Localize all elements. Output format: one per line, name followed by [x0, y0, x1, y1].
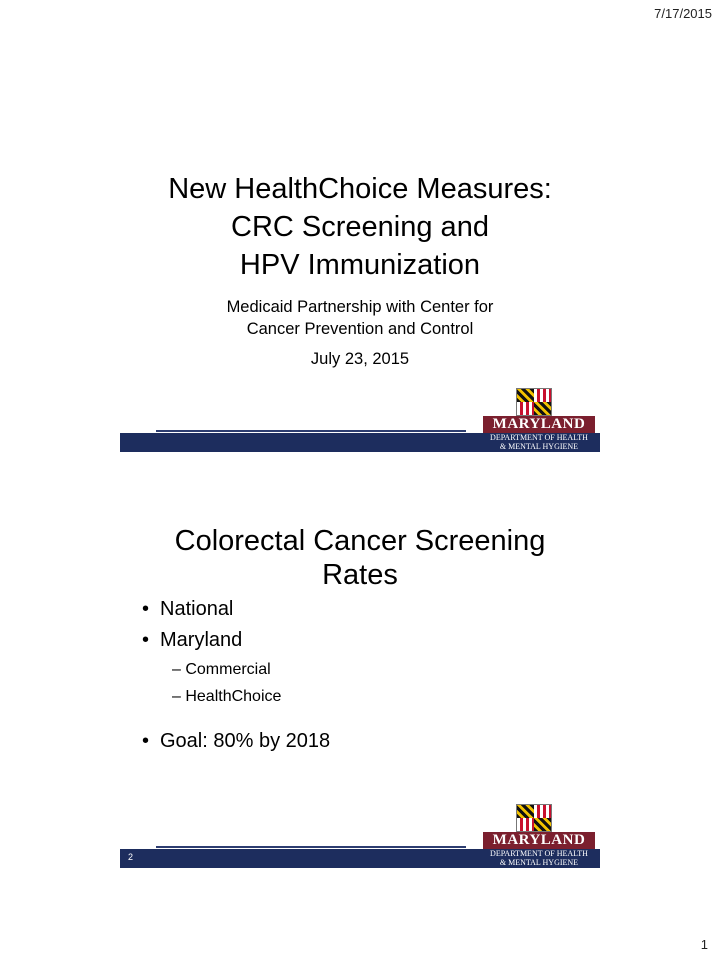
header-date: 7/17/2015	[654, 6, 712, 21]
logo-department	[478, 433, 600, 451]
maryland-flag-icon	[516, 388, 552, 416]
list-item: • Goal: 80% by 2018	[142, 730, 331, 752]
logo-dept-line: & MENTAL HYGIENE	[499, 442, 579, 451]
slide-2	[120, 510, 600, 870]
sub-list-item: – Commercial	[172, 661, 271, 678]
list-item: • Maryland	[142, 629, 243, 651]
title-line: HPV Immunization	[239, 249, 481, 281]
title-line: Colorectal Cancer Screening	[174, 525, 546, 557]
logo-dept-line: & MENTAL HYGIENE	[499, 858, 579, 867]
footer-rule	[156, 846, 466, 848]
title-line: CRC Screening and	[231, 211, 489, 243]
logo-wordmark: MARYLAND	[483, 416, 595, 433]
sub-list-item: – HealthChoice	[172, 688, 282, 705]
logo-dept-line: DEPARTMENT OF HEALTH	[490, 433, 588, 442]
maryland-flag-icon	[516, 804, 552, 832]
maryland-logo	[478, 386, 600, 452]
subtitle-line: Cancer Prevention and Control	[246, 320, 474, 338]
footer-rule	[156, 430, 466, 432]
logo-wordmark: MARYLAND	[483, 832, 595, 849]
slide-title	[120, 170, 600, 284]
title-line: New HealthChoice Measures:	[168, 173, 552, 205]
slide-subtitle	[120, 296, 600, 340]
page-number: 1	[700, 937, 708, 952]
title-line: Rates	[322, 559, 398, 591]
slide-number: 2	[128, 852, 134, 862]
logo-dept-line: DEPARTMENT OF HEALTH	[490, 849, 588, 858]
bullet-list	[142, 594, 330, 757]
maryland-logo	[478, 802, 600, 868]
slide-1	[120, 94, 600, 454]
presentation-date: July 23, 2015	[310, 350, 410, 368]
slide-title	[120, 524, 600, 592]
logo-department	[478, 849, 600, 867]
subtitle-line: Medicaid Partnership with Center for	[226, 298, 494, 316]
list-item: • National	[142, 598, 234, 620]
